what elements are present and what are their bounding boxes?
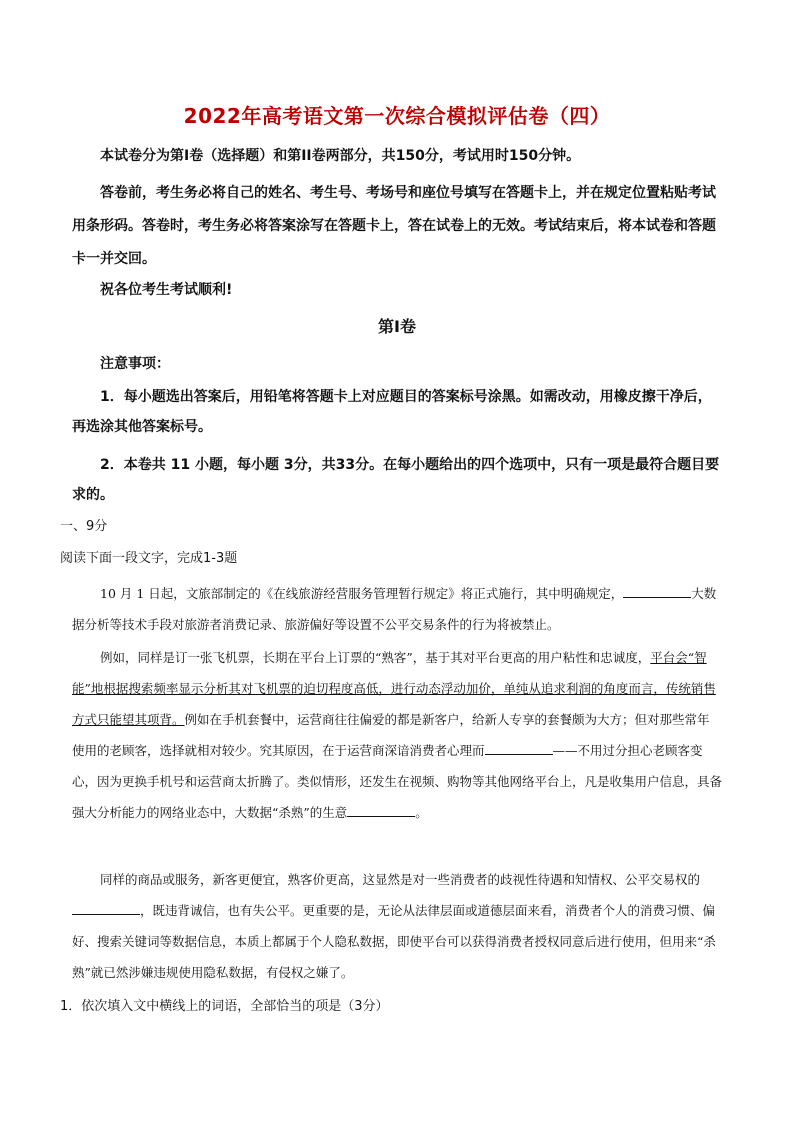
passage-paragraph-1	[72, 578, 722, 640]
passage-p2-text-a: 例如，同样是订一张飞机票，长期在平台上订票的“熟客”，基于其对平台更高的用户粘性和忠诚度，	[100, 650, 651, 665]
intro-instructions: 答卷前，考生务必将自己的姓名、考生号、考场号和座位号填写在答题卡上，并在规定位置粘贴考试用条形码。答卷时，考生务必将答案涂写在答题卡上，答在试卷上的无效。考试结束后，将本试卷和答题卡一并交回。	[72, 185, 716, 267]
passage-p2-text-b: 例如在手机套餐中，运营商往往偏爱的都是新客户，给新人专享的套餐颇为大方；但对那些常年使用的老顾客，选择就相对较少。究其原因，在于运营商深谙消费者心理而	[72, 712, 710, 758]
notice-label: 注意事项：	[100, 356, 170, 372]
answer-blank-1	[623, 583, 691, 598]
answer-blank-3	[347, 802, 415, 817]
passage-paragraph-3	[72, 864, 722, 988]
passage-p1-text-b: 大数据分析等技术手段对旅游者消费记录、旅游偏好等设置不公平交易条件的行为将被禁止。	[72, 586, 717, 632]
underlined-sentence: 平台会“智能”地根据搜索频率显示分析其对飞机票的迫切程度高低，进行动态浮动加价，单纯从追求利润的角度而言，传统销售方式只能望其项背。	[72, 650, 716, 727]
question-1: 1．依次填入文中横线上的词语，全部恰当的项是（3分）	[60, 999, 389, 1014]
answer-blank-2	[485, 740, 553, 755]
passage-paragraph-2	[72, 642, 722, 828]
passage-p3-text-a: 同样的商品或服务，新客更便宜，熟客价更高，这显然是对一些消费者的歧视性待遇和知情权、公平交易权的	[100, 872, 701, 887]
part-one-heading: 一、9分	[60, 519, 108, 534]
notice-item-1: 1．每小题选出答案后，用铅笔将答题卡上对应题目的答案标号涂黑。如需改动，用橡皮擦干净后，再选涂其他答案标号。	[72, 389, 712, 435]
passage-p1-text-a: 10 月 1 日起，文旅部制定的《在线旅游经营服务管理暂行规定》将正式施行，其中明确规定，	[100, 586, 624, 601]
part-one-instruction: 阅读下面一段文字，完成1-3题	[60, 551, 238, 566]
passage-p2-text-c: ——不用过分担心老顾客变心，因为更换手机号和运营商太折腾了。类似情形，还发生在视频、购物等其他网络平台上，凡是收集用户信息，具备强大分析能力的网络业态中，大数据“杀熟”的生意	[72, 743, 723, 820]
intro-line-1: 本试卷分为第Ⅰ卷（选择题）和第II卷两部分，共150分，考试用时150分钟。	[100, 148, 581, 164]
answer-blank-4	[72, 900, 140, 915]
section-title: 第Ⅰ卷	[378, 317, 416, 336]
passage-p3-text-b: ，既违背诚信，也有失公平。更重要的是，无论从法律层面或道德层面来看，消费者个人的消费习惯、偏好、搜索关键词等数据信息，本质上都属于个人隐私数据，即使平台可以获得消费者授权同意后进行使用，但用来“杀熟”就已然涉嫌违规使用隐私数据，有侵权之嫌了。	[72, 903, 716, 980]
exam-title: 2022年高考语文第一次综合模拟评估卷（四）	[183, 104, 611, 128]
good-luck-text: 祝各位考生考试顺利!	[100, 282, 233, 298]
notice-item-2: 2．本卷共 11 小题，每小题 3分，共33分。在每小题给出的四个选项中，只有一项是最符合题目要求的。	[72, 457, 720, 503]
period-mark: 。	[415, 805, 428, 820]
